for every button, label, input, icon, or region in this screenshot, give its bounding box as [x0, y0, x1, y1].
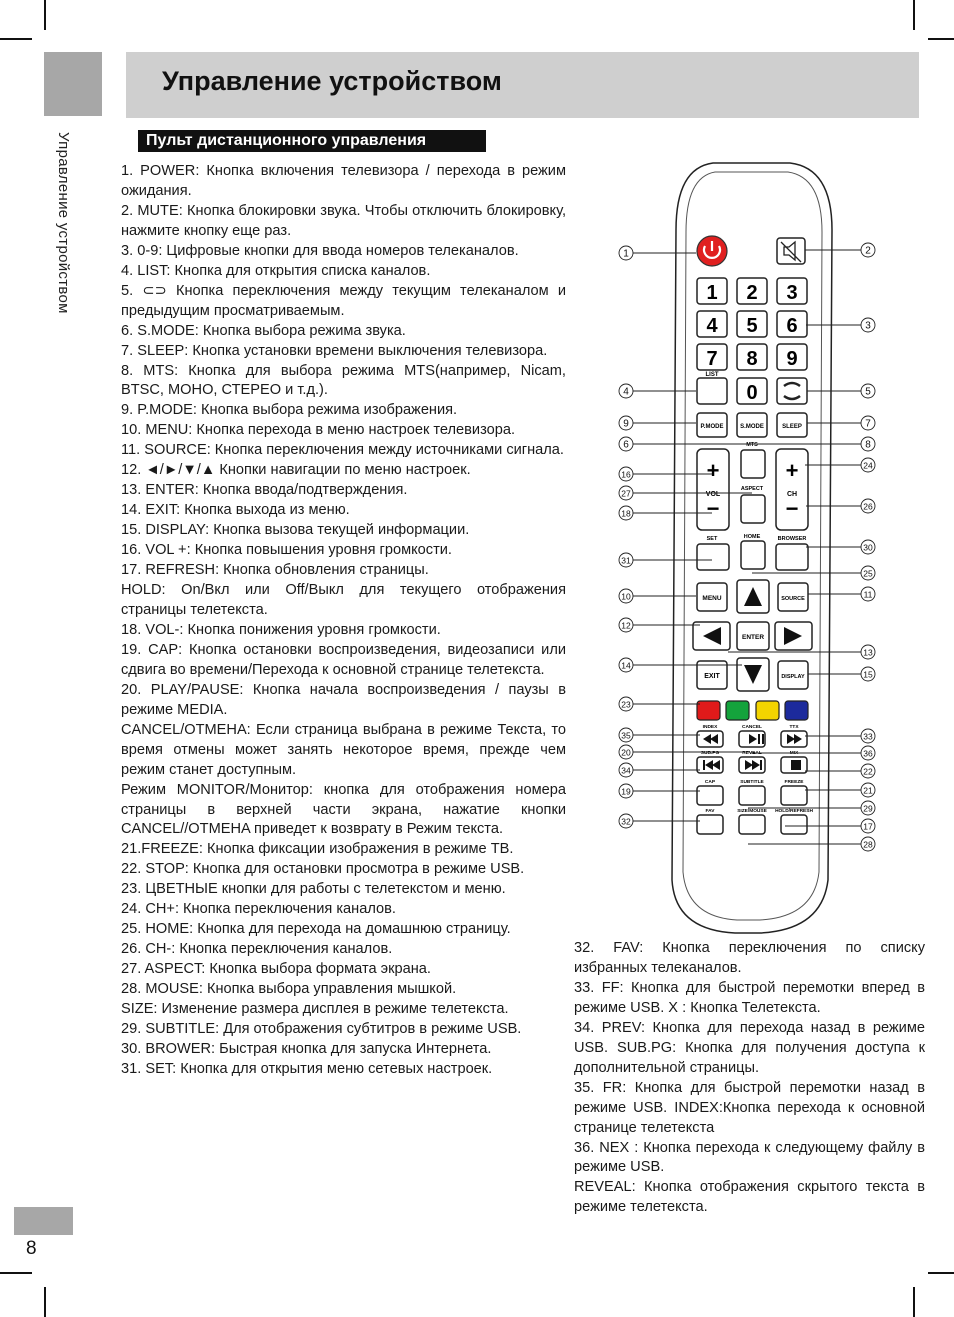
callout-number: 13 [863, 647, 873, 658]
crop-mark [44, 1287, 46, 1317]
description-item: 9. P.MODE: Кнопка выбора режима изображения. [121, 402, 458, 419]
callout-number: 35 [621, 730, 631, 741]
description-item: REVEAL: Кнопка отображения скрытого текста в режиме телетекста. [574, 1179, 925, 1216]
crop-mark [928, 38, 954, 40]
cap-label: CAP [704, 780, 716, 785]
mts-button [741, 450, 765, 478]
description-item: 8. MTS: Кнопка для выбора режима MTS(например, Nicam, BTSC, MOHO, СТЕРЕО и т.д.). [121, 362, 566, 399]
sizemouse-label: SIZE/MOUSE [737, 809, 767, 814]
description-item: 17. REFRESH: Кнопка обновления страницы. [121, 562, 429, 579]
set-button [697, 544, 729, 570]
svg-text:−: − [706, 496, 720, 521]
crop-mark [0, 1272, 32, 1274]
svg-text:+: + [706, 458, 720, 483]
description-item: 1. POWER: Кнопка включения телевизора / перехода в режим ожидания. [121, 163, 566, 199]
callout-number: 19 [621, 786, 631, 797]
aspect-label: ASPECT [740, 486, 764, 492]
description-item: 10. MENU: Кнопка перехода в меню настроек телевизора. [121, 422, 516, 439]
callout-number: 24 [863, 460, 873, 471]
description-item: 6. S.MODE: Кнопка выбора режима звука. [121, 322, 406, 339]
digit-label: 8 [746, 348, 758, 370]
digit-label: 4 [706, 315, 718, 337]
callout-number: 8 [865, 439, 871, 451]
fav-button [697, 815, 723, 834]
description-item: 2. MUTE: Кнопка блокировки звука. Чтобы отключить блокировку, нажмите кнопку еще раз. [121, 202, 566, 239]
description-column-left [121, 162, 566, 1080]
callout-number: 34 [621, 765, 631, 776]
callout-number: 27 [621, 488, 631, 499]
callout-number: 28 [863, 839, 873, 850]
freeze-label: FREEZE [784, 780, 804, 785]
callout-number: 21 [863, 785, 873, 796]
mts-label: MTS [746, 442, 758, 448]
callout-number: 32 [621, 816, 631, 827]
browser-button [776, 544, 808, 570]
home-label: HOME [743, 534, 761, 540]
callout-number: 33 [863, 731, 873, 742]
callout-number: 15 [863, 669, 873, 680]
callout-number: 12 [621, 620, 631, 631]
crop-mark [913, 0, 915, 30]
digit-label: 5 [746, 315, 758, 337]
description-item: 20. PLAY/PAUSE: Кнопка начала воспроизведения / паузы в режиме MEDIA. [121, 681, 566, 718]
description-item: 29. SUBTITLE: Для отображения субтитров в режиме USB. [121, 1020, 522, 1037]
description-item: 27. ASPECT: Кнопка выбора формата экрана. [121, 961, 431, 978]
source-label: SOURCE [781, 596, 805, 602]
callout-number: 6 [623, 439, 629, 451]
svg-text:−: − [785, 496, 799, 521]
set-label: SET [706, 536, 718, 542]
description-item: 5. ⊂⊃ Кнопка переключения между текущим телеканалом и предыдущим просматриваемым. [121, 282, 566, 319]
callout-number: 7 [865, 418, 871, 430]
description-item: 14. EXIT: Кнопка выхода из меню. [121, 502, 350, 519]
display-label: DISPLAY [781, 674, 805, 680]
description-item: 26. CH-: Кнопка переключения каналов. [121, 941, 393, 958]
red-key [697, 701, 720, 720]
description-item: SIZE: Изменение размера дисплея в режиме телетекста. [121, 1001, 509, 1018]
callout-number: 5 [865, 386, 871, 398]
digit-label: 9 [786, 348, 798, 370]
description-item: 23. ЦВЕТНЫЕ кнопки для работы с телетекстом и меню. [121, 881, 506, 898]
description-item: 3. 0-9: Цифровые кнопки для ввода номеров телеканалов. [121, 242, 519, 259]
callout-number: 25 [863, 568, 873, 579]
description-item: 22. STOP: Кнопка для остановки просмотра в режиме USB. [121, 861, 525, 878]
description-item: HOLD: On/Вкл или Off/Выкл для текущего отображения страницы телетекста. [121, 582, 566, 618]
callout-number: 14 [621, 660, 631, 671]
description-item: 28. MOUSE: Кнопка выбора управления мышкой. [121, 981, 457, 998]
browser-label: BROWSER [777, 536, 807, 542]
blue-key [785, 701, 808, 720]
list-button [697, 378, 727, 404]
callout-number: 20 [621, 747, 631, 758]
description-item: 34. PREV: Кнопка для перехода назад в режиме USB. SUB.PG: Кнопка для получения доступа к дополнительной страницы. [574, 1019, 925, 1076]
digit-label: 3 [786, 282, 798, 304]
cancel-label: CANCEL [742, 725, 762, 730]
description-item: 4. LIST: Кнопка для открытия списка каналов. [121, 262, 431, 279]
aspect-button [741, 495, 765, 523]
description-item: 36. NEX : Кнопка перехода к следующему файлу в режиме USB. [574, 1139, 925, 1176]
pmode-label: P.MODE [700, 424, 724, 430]
description-item: 18. VOL-: Кнопка понижения уровня громкости. [121, 621, 441, 638]
sizemouse-button [739, 815, 765, 834]
smode-label: S.MODE [740, 424, 764, 430]
callout-number: 18 [621, 508, 631, 519]
crop-mark [913, 1287, 915, 1317]
home-button [741, 541, 765, 569]
freeze-button [781, 786, 807, 805]
digit-label: 1 [706, 282, 718, 304]
description-item: 16. VOL +: Кнопка повышения уровня громкости. [121, 542, 452, 559]
callout-number: 17 [863, 821, 873, 832]
exit-label: EXIT [704, 673, 720, 680]
green-key [726, 701, 749, 720]
callout-number: 3 [865, 320, 871, 332]
digit-label: 6 [786, 315, 798, 337]
description-item: 19. CAP: Кнопка остановки воспроизведения, видеозаписи или сдвига во времени/Перехода к основной странице телетекста. [121, 641, 566, 678]
ch-label: CH [786, 491, 798, 498]
enter-label: ENTER [741, 634, 765, 641]
callout-number: 4 [623, 386, 629, 398]
subtitle-label: SUBTITLE [740, 780, 764, 785]
description-item: 21.FREEZE: Кнопка фиксации изображения в режиме ТВ. [121, 841, 514, 858]
holdrefresh-button [781, 815, 807, 834]
callout-number: 10 [621, 591, 631, 602]
svg-text:+: + [785, 458, 799, 483]
description-column-right [574, 939, 925, 1218]
callout-number: 1 [623, 248, 629, 260]
subpg-label: SUB.PG [700, 751, 720, 756]
description-item: 33. FF: Кнопка для быстрой перемотки вперед в режиме USB. X : Кнопка Телетекста. [574, 979, 925, 1016]
yellow-key [756, 701, 779, 720]
digit-label: 0 [746, 382, 758, 404]
holdrefresh-label: HOLD/REFRESH [775, 809, 813, 814]
callout-number: 36 [863, 748, 873, 759]
description-item: 7. SLEEP: Кнопка установки времени выключения телевизора. [121, 342, 548, 359]
callout-number: 22 [863, 766, 873, 777]
mix-label: MIX [789, 751, 799, 756]
callout-number: 23 [621, 699, 631, 710]
callout-number: 26 [863, 501, 873, 512]
page-number: 8 [26, 1238, 37, 1259]
digit-label: 7 [706, 348, 718, 370]
description-item: 12. ◄/►/▼/▲ Кнопки навигации по меню настроек. [121, 462, 471, 479]
page-header [126, 52, 919, 118]
vol-label: VOL [705, 491, 721, 498]
section-title: Пульт дистанционного управления [138, 130, 486, 152]
cap-button [697, 786, 723, 805]
callout-number: 31 [621, 555, 631, 566]
callout-number: 16 [621, 469, 631, 480]
side-tab-block [44, 52, 102, 116]
ttx-label: TTX [789, 725, 799, 730]
description-item: 32. FAV: Кнопка переключения по списку избранных телеканалов. [574, 940, 925, 976]
menu-label: MENU [702, 595, 722, 602]
description-item: 35. FR: Кнопка для быстрой перемотки назад в режиме USB. INDEX:Кнопка перехода к основной странице телетекста [574, 1079, 925, 1136]
description-item: 15. DISPLAY: Кнопка вызова текущей информации. [121, 522, 470, 539]
remote-control-diagram [598, 160, 898, 950]
page-number-tab [14, 1207, 73, 1235]
index-label: INDEX [702, 725, 718, 730]
description-item: 24. CH+: Кнопка переключения каналов. [121, 901, 396, 918]
side-label: Управление устройством [55, 132, 72, 314]
callout-number: 9 [623, 418, 629, 430]
description-item: CANCEL/OTMEHA: Если страница выбрана в режиме Текста, то время отмены может занять некоторое время, прежде чем режим станет доступным. [121, 721, 566, 778]
description-item: Режим MONITOR/Монитор: кнопка для отображения номера страницы в верхней части экрана, нажатие кнопки CANCEL//OTMEHA приведет к возврату в Режим текста. [121, 781, 566, 838]
description-item: 31. SET: Кнопка для открытия меню сетевых настроек. [121, 1060, 493, 1077]
reveal-label: REVEAL [742, 751, 762, 756]
mix-icon [791, 760, 801, 770]
description-item: 13. ENTER: Кнопка ввода/подтверждения. [121, 482, 408, 499]
subtitle-button [739, 786, 765, 805]
crop-mark [44, 0, 46, 30]
sleep-label: SLEEP [782, 424, 802, 430]
function-keys [697, 413, 807, 437]
callout-number: 11 [863, 589, 873, 600]
description-item: 11. SOURCE: Кнопка переключения между источниками сигнала. [121, 442, 564, 459]
crop-mark [928, 1272, 954, 1274]
list-label: LIST [705, 372, 719, 378]
description-item: 25. HOME: Кнопка для перехода на домашнюю страницу. [121, 921, 511, 938]
fav-label: FAV [705, 809, 715, 814]
callout-number: 29 [863, 803, 873, 814]
digit-label: 2 [746, 282, 758, 304]
crop-mark [0, 38, 32, 40]
description-item: 30. BROWER: Быстрая кнопка для запуска Интернета. [121, 1040, 492, 1057]
page-title: Управление устройством [162, 66, 502, 96]
callout-number: 2 [865, 245, 871, 257]
callout-number: 30 [863, 542, 873, 553]
